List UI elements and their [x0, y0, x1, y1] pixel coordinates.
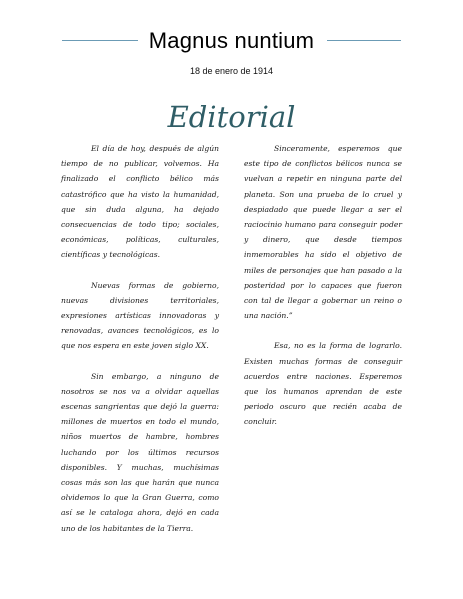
article-paragraph: Nuevas formas de gobierno, nuevas divisiones territoriales, expresiones artísticas innovadoras y renovadas, avances tecnológicos, es lo que nos espera en este joven siglo XX. [61, 280, 219, 351]
article-paragraph: Esa, no es la forma de lograrlo. Existen muchas formas de conseguir acuerdos entre naciones. Esperemos que los humanos aprendan de este periodo oscuro que recién acaba de concluir. [244, 341, 402, 427]
article-column-left [61, 141, 219, 551]
article-paragraph: Sinceramente, esperemos que este tipo de conflictos bélicos nunca se vuelvan a repetir en ninguna parte del planeta. Son una prueba de lo cruel y despiadado que puede llegar a ser el raciocinio humano para conseguir poder y dinero, que desde tiempos inmemorables ha sido el objetivo de miles de personajes que han pasado a la posteridad por lo capaces que fueron con tal de llegar a gobernar un reino o una nación.” [244, 144, 402, 321]
article-column-right [244, 141, 402, 445]
article-paragraph: Sin embargo, a ninguno de nosotros se nos va a olvidar aquellas escenas sangrientas que dejó la guerra: millones de muertos en todo el mundo, niños muertos de hambre, hombres luchando por los últimos recursos disponibles. Y muchas, muchísimas cosas más son las que harán que nunca olvidemos lo que la Gran Guerra, como así se le cataloga ahora, dejó en cada uno de los habitantes de la Tierra. [61, 371, 219, 533]
section-title: Editorial [167, 100, 296, 134]
issue-date: 18 de enero de 1914 [189, 66, 274, 76]
article-paragraph: El día de hoy, después de algún tiempo de no publicar, volvemos. Ha finalizado el conflicto bélico más catastrófico que ha visto la humanidad, que sin duda alguna, ha dejado consecuencias de todo tipo; sociales, económicas, políticas, culturales, científicas y tecnológicas. [61, 144, 219, 260]
newspaper-title: Magnus nuntium [148, 28, 315, 53]
masthead [0, 30, 463, 64]
masthead-rule-right [327, 40, 401, 41]
